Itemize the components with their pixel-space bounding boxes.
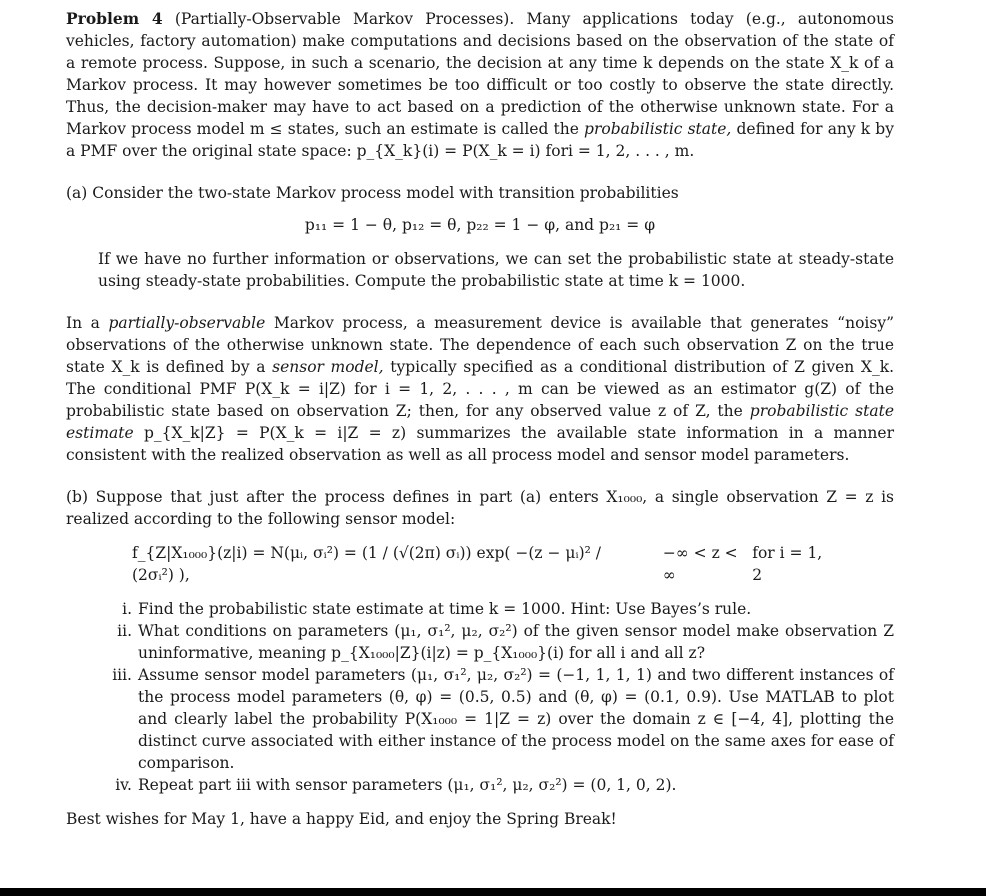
closing-message: Best wishes for May 1, have a happy Eid, and enjoy the Spring Break! [66, 810, 617, 828]
part-b-item [100, 664, 894, 774]
item-number: iv. [115, 776, 132, 794]
transition-equation: p₁₁ = 1 − θ, p₁₂ = θ, p₂₂ = 1 − φ, and p₂₁ = φ [304, 216, 656, 234]
bottom-bar [0, 888, 986, 896]
item-number: i. [122, 600, 132, 618]
problem-subtitle: (Partially-Observable Markov Processes). [174, 10, 515, 28]
middle-text-3: p_{X_k|Z} = P(X_k = i|Z = z) summarizes the available state information in a manner consistent with the realized observation as well as all process model and sensor model parameters. [66, 424, 894, 464]
part-b-item [100, 620, 894, 664]
part-a-text: If we have no further information or observations, we can set the probabilistic state at steady-state using steady-state probabilities. Compute the probabilistic state at time k = 1000. [98, 250, 894, 290]
sensor-model-formula: f_{Z|X₁₀₀₀}(z|i) = N(μᵢ, σᵢ²) = (1 / (√(2π) σᵢ)) exp( −(z − μᵢ)² / (2σᵢ²) ), [132, 544, 601, 584]
problem-intro-tail: defined for any k by a PMF over the original state space: p_{X_k}(i) = P(X_k = i) fori = 1, 2, . . . , m. [66, 120, 894, 160]
probabilistic-state-estimate-term: probabilistic state estimate [66, 402, 894, 442]
problem-intro-text: Many applications today (e.g., autonomous vehicles, factory automation) make computations and decisions based on the observation of the state of a remote process. Suppose, in such a scenario, the decision at any time k depends on the state X_k of a Markov process. It may however sometimes be too difficult or too costly to observe the state directly. Thus, the decision-maker may have to act based on a prediction of the otherwise unknown state. For a Markov process model m ≤ states, such an estimate is called the [66, 10, 894, 138]
sensor-model-term: sensor model, [272, 358, 384, 376]
partially-observable-term: partially-observable [108, 314, 266, 332]
middle-lead: In a [66, 314, 100, 332]
part-b-lead: (b) Suppose that just after the process defines in part (a) enters X₁₀₀₀, a single observation Z = z is realized according to the following sensor model: [66, 488, 894, 528]
item-text: Assume sensor model parameters (μ₁, σ₁², μ₂, σ₂²) = (−1, 1, 1, 1) and two different instances of the process model parameters (θ, φ) = (0.5, 0.5) and (θ, φ) = (0.1, 0.9). Use MATLAB to plot and clearly label the probability P(X₁₀₀₀ = 1|Z = z) over the domain z ∈ [−4, 4], plotting the distinct curve associated with either instance of the process model on the same axes for ease of comparison. [138, 666, 894, 772]
part-b-item [100, 774, 894, 796]
item-number: iii. [112, 666, 132, 684]
middle-text-1: Markov process, a measurement device is available that generates “noisy” observations of the otherwise unknown state. The dependence of each such observation Z on the true state X_k is defined by a [66, 314, 894, 376]
index-condition: for i = 1, 2 [752, 544, 823, 584]
part-a-lead: (a) Consider the two-state Markov process model with transition probabilities [66, 184, 679, 202]
problem-heading: Problem 4 [66, 9, 163, 28]
part-b-items [100, 598, 894, 796]
middle-text-2: typically specified as a conditional distribution of Z given X_k. The conditional PMF P(X_k = i|Z) for i = 1, 2, . . . , m can be viewed as an estimator g(Z) of the probabilistic state based on observation Z; then, for any observed value z of Z, the [66, 358, 895, 420]
domain-condition: −∞ < z < ∞ [662, 544, 738, 584]
item-number: ii. [117, 622, 132, 640]
probabilistic-state-term: probabilistic state, [584, 120, 732, 138]
part-b-item [100, 598, 894, 620]
problem-document [66, 8, 894, 830]
problem-intro [66, 8, 894, 162]
item-text: Repeat part iii with sensor parameters (μ₁, σ₁², μ₂, σ₂²) = (0, 1, 0, 2). [138, 776, 677, 794]
item-text: Find the probabilistic state estimate at time k = 1000. Hint: Use Bayes’s rule. [138, 600, 752, 618]
partially-observable-paragraph [66, 312, 894, 466]
sensor-model-equation [98, 544, 894, 584]
item-text: What conditions on parameters (μ₁, σ₁², μ₂, σ₂²) of the given sensor model make observation Z uninformative, meaning p_{X₁₀₀₀|Z}(i|z) = p_{X₁₀₀₀}(i) for all i and all z? [138, 622, 894, 662]
